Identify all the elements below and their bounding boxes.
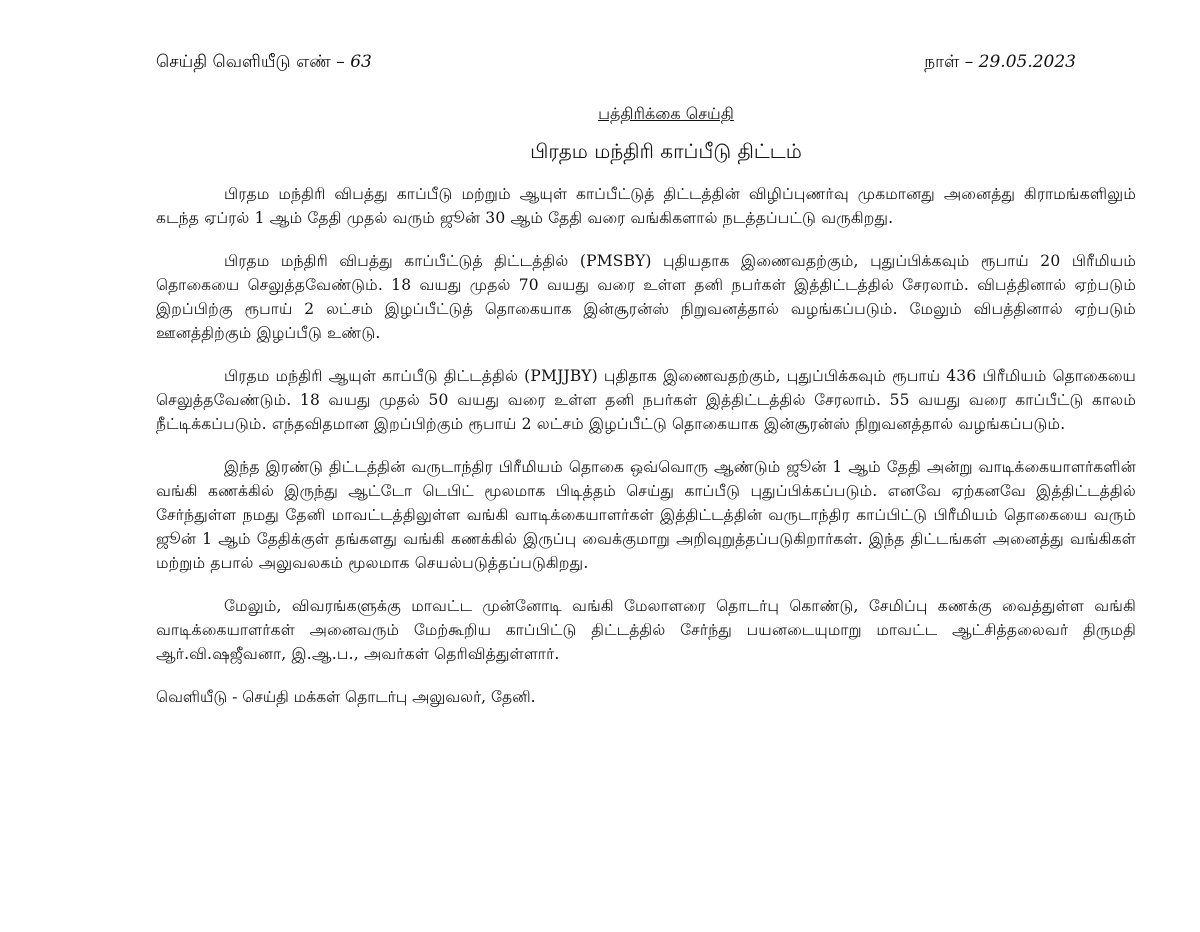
paragraph-awareness: பிரதம மந்திரி விபத்து காப்பீடு மற்றும் ஆயுள் காப்பீட்டுத் திட்டத்தின் விழிப்புணர்வு முகமானது அனைத்து கிராமங்களிலும் கடந்த ஏப்ரல் 1 ஆம் தேதி முதல் வரும் ஜூன் 30 ஆம் தேதி வரை வங்கிகளால் நடத்தப்பட்டு வருகிறது. xyxy=(156,185,1136,227)
paragraph-pmsby: பிரதம மந்திரி விபத்து காப்பீட்டுத் திட்டத்தில் (PMSBY) புதியதாக இணைவதற்கும், புதுப்பிக்கவும் ரூபாய் 20 பிரீமியம் தொகையை செலுத்தவேண்டும். 18 வயது முதல் 70 வயது வரை உள்ள தனி நபர்கள் இத்திட்டத்தில் சேரலாம். விபத்தினால் ஏற்படும் இறப்பிற்கு ரூபாய் 2 லட்சம் இழப்பீட்டுத் தொகையாக இன்சூரன்ஸ் நிறுவனத்தால் வழங்கப்படும். மேலும் விபத்தினால் ஏற்படும் ஊனத்திற்கும் இழப்பீடு உண்டு. xyxy=(156,252,1136,342)
date-line xyxy=(924,52,1136,74)
release-number-line xyxy=(156,52,372,74)
paragraph-contact: மேலும், விவரங்களுக்கு மாவட்ட முன்னோடி வங்கி மேலாளரை தொடர்பு கொண்டு, சேமிப்பு கணக்கு வைத்துள்ள வங்கி வாடிக்கையாளர்கள் அனைவரும் மேற்கூறிய காப்பிட்டு திட்டத்தில் சேர்ந்து பயனடையுமாறு மாவட்ட ஆட்சித்தலைவர் திருமதி ஆர்.வி.ஷஜீவனா, இ.ஆ.ப., அவர்கள் தெரிவித்துள்ளார். xyxy=(156,597,1136,663)
release-number: 63 xyxy=(350,52,372,72)
paragraph-pmjjby: பிரதம மந்திரி ஆயுள் காப்பீடு திட்டத்தில் (PMJJBY) புதிதாக இணைவதற்கும், புதுப்பிக்கவும் ரூபாய் 436 பிரீமியம் தொகையை செலுத்தவேண்டும். 18 வயது முதல் 50 வயது வரை உள்ள தனி நபர்கள் இத்திட்டத்தில் சேரலாம். 55 வயது வரை காப்பீட்டு காலம் நீட்டிக்கப்படும். எந்தவிதமான இறப்பிற்கும் ரூபாய் 2 லட்சம் இழப்பீட்டு தொகையாக இன்சூரன்ஸ் நிறுவனத்தால் வழங்கப்படும். xyxy=(156,367,1136,433)
date-label: நாள் – xyxy=(924,52,979,72)
issued-by-footer: வெளியீடு - செய்தி மக்கள் தொடர்பு அலுவலர், தேனி. xyxy=(156,688,536,706)
header-row xyxy=(156,52,1136,86)
page-title: பிரதம மந்திரி காப்பீடு திட்டம் xyxy=(530,139,802,163)
press-note-label: பத்திரிக்கை செய்தி xyxy=(598,104,734,123)
date-value: 29.05.2023 xyxy=(978,52,1076,72)
release-label: செய்தி வெளியீடு எண் – xyxy=(156,52,351,72)
paragraph-premium-renewal: இந்த இரண்டு திட்டத்தின் வருடாந்திர பிரீமியம் தொகை ஒவ்வொரு ஆண்டும் ஜூன் 1 ஆம் தேதி அன்று வாடிக்கையாளர்களின் வங்கி கணக்கில் இருந்து ஆட்டோ டெபிட் மூலமாக பிடித்தம் செய்து காப்பீடு புதுப்பிக்கப்படும். எனவே ஏற்கனவே இத்திட்டத்தில் சேர்ந்துள்ள நமது தேனி மாவட்டத்திலுள்ள வங்கி வாடிக்கையாளர்கள் இத்திட்டத்தின் வருடாந்திர காப்பிட்டு பிரீமியம் தொகையை வரும் ஜூன் 1 ஆம் தேதிக்குள் தங்களது வங்கி கணக்கில் இருப்பு வைக்குமாறு அறிவுறுத்தப்படுகிறார்கள். இந்த திட்டங்கள் அனைத்து வங்கிகள் மற்றும் தபால் அலுவலகம் மூலமாக செயல்படுத்தப்படுகிறது. xyxy=(156,458,1136,572)
